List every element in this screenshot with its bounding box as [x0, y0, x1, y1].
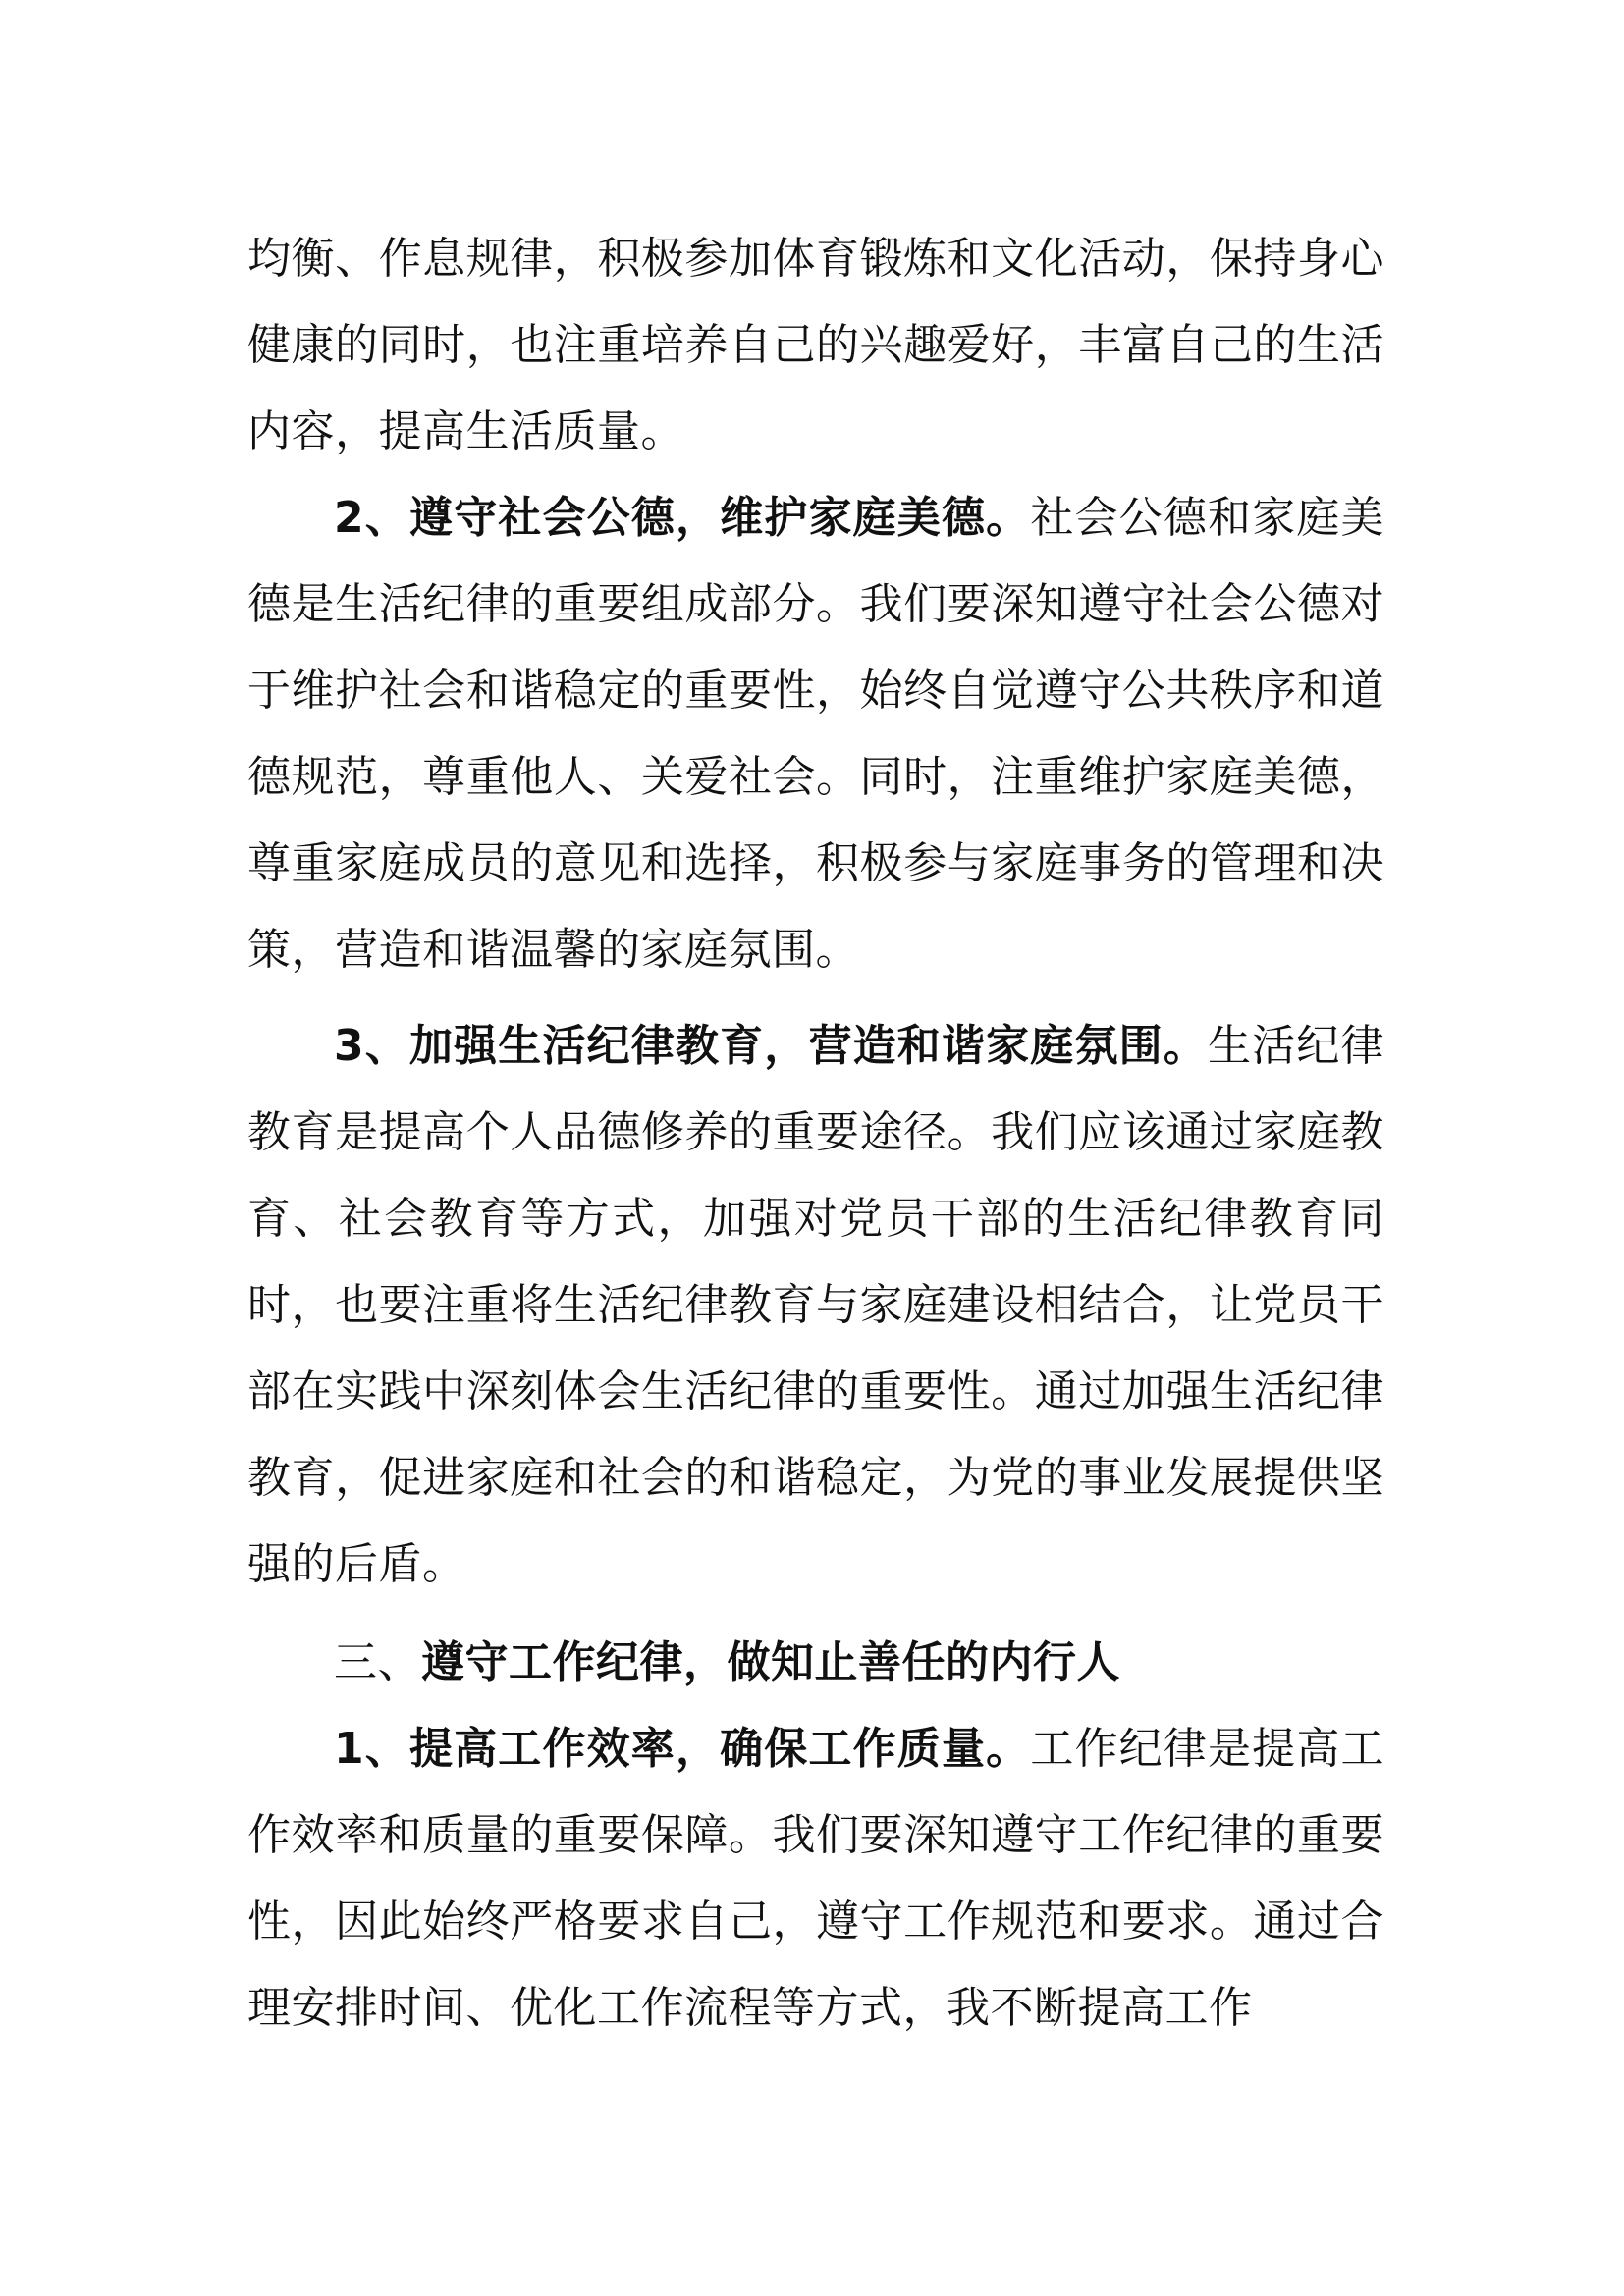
section-heading-title: 遵守工作纪律，做知止善任的内行人 [421, 1637, 1120, 1687]
paragraph-continuation [247, 216, 1384, 475]
paragraph-discipline-education [247, 1003, 1384, 1608]
section-heading-prefix: 三、 [334, 1637, 421, 1687]
paragraph-lead: 1、提高工作效率，确保工作质量。 [334, 1724, 1031, 1774]
paragraph-body: 均衡、作息规律，积极参加体育锻炼和文化活动，保持身心健康的同时，也注重培养自己的兴趣爱好，丰富自己的生活内容，提高生活质量。 [247, 234, 1384, 456]
paragraph-lead: 3、加强生活纪律教育，营造和谐家庭氛围。 [334, 1021, 1208, 1071]
paragraph-body: 生活纪律教育是提高个人品德修养的重要途径。我们应该通过家庭教育、社会教育等方式，加强对党员干部的生活纪律教育同时，也要注重将生活纪律教育与家庭建设相结合，让党员干部在实践中深刻体会生活纪律的重要性。通过加强生活纪律教育，促进家庭和社会的和谐稳定，为党的事业发展提供坚强的后盾。 [247, 1021, 1384, 1589]
paragraph-body: 工作纪律是提高工作效率和质量的重要保障。我们要深知遵守工作纪律的重要性，因此始终严格要求自己，遵守工作规范和要求。通过合理安排时间、优化工作流程等方式，我不断提高工作 [247, 1724, 1384, 2033]
paragraph-lead: 2、遵守社会公德，维护家庭美德。 [334, 493, 1031, 543]
section-heading [247, 1620, 1384, 1706]
paragraph-body: 社会公德和家庭美德是生活纪律的重要组成部分。我们要深知遵守社会公德对于维护社会和谐稳定的重要性，始终自觉遵守公共秩序和道德规范，尊重他人、关爱社会。同时，注重维护家庭美德，尊重家庭成员的意见和选择，积极参与家庭事务的管理和决策，营造和谐温馨的家庭氛围。 [247, 493, 1384, 975]
paragraph-work-efficiency [247, 1706, 1384, 2052]
paragraph-social-morality [247, 475, 1384, 993]
